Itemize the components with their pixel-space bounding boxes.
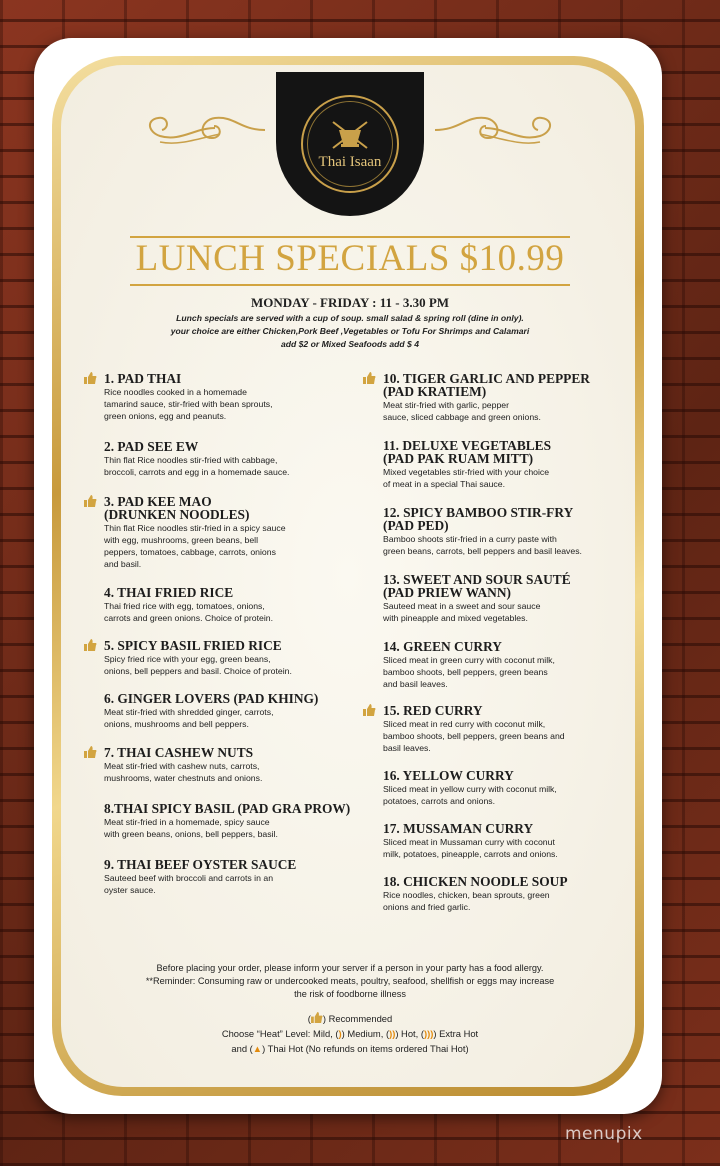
menu-item-name: 18. CHICKEN NOODLE SOUP (383, 874, 568, 889)
menu-item-name: 14. GREEN CURRY (383, 639, 502, 654)
menu-item-description: Sliced meat in Mussaman curry with coconut milk, potatoes, pineapple, carrots and onions. (383, 837, 558, 859)
menu-item-description: Spicy fried rice with your egg, green beans, onions, bell peppers and basil. Choice of protein. (104, 654, 292, 676)
menu-item (104, 639, 354, 677)
page-title: LUNCH SPECIALS $10.99 (135, 238, 565, 279)
allergy-notice (104, 962, 596, 1001)
recommended-thumbs-up-icon (363, 704, 376, 716)
intro-line: your choice are either Chicken,Pork Beef ,Vegetables or Tofu For Shrimps and Calamari (170, 326, 530, 336)
menu-item-name: 10. TIGER GARLIC AND PEPPER (PAD KRATIEM) (383, 371, 590, 399)
menu-item-description: Meat stir-fried with shredded ginger, carrots, onions, mushrooms and bell peppers. (104, 707, 274, 729)
menu-item (104, 692, 354, 730)
right-flourish-icon (430, 108, 560, 148)
menu-item-name: 7. THAI CASHEW NUTS (104, 745, 254, 760)
menu-item-description: Mixed vegetables stir-fried with your choice of meat in a special Thai sauce. (383, 467, 550, 489)
menu-item-name: 8.THAI SPICY BASIL (PAD GRA PROW) (104, 801, 351, 816)
menu-item-description: Thin flat Rice noodles stir-fried in a spicy sauce with egg, mushrooms, green beans, bell peppers, tomatoes, cabbage, carrots, onions and basil. (104, 523, 286, 569)
heat-legend (104, 1011, 596, 1056)
recommended-thumbs-up-icon (363, 372, 376, 384)
menu-item-description: Thin flat Rice noodles stir-fried with cabbage, broccoli, carrots and egg in a homemade sauce. (104, 455, 290, 477)
thumbs-up-icon (311, 1012, 323, 1023)
allergy-line: Before placing your order, please inform your server if a person in your party has a food allergy. (156, 963, 544, 973)
menu-item (383, 439, 605, 490)
logo-name: Thai Isaan (318, 153, 382, 170)
menu-item-description: Sauteed meat in a sweet and sour sauce with pineapple and mixed vegetables. (383, 601, 541, 623)
menu-item-description: Meat stir-fried with garlic, pepper sauce, sliced cabbage and green onions. (383, 400, 541, 422)
menu-item (383, 822, 605, 860)
intro-line: Lunch specials are served with a cup of soup. small salad & spring roll (dine in only). (176, 313, 524, 323)
menu-item-description: Bamboo shoots stir-fried in a curry paste with green beans, carrots, bell peppers and basil leaves. (383, 534, 582, 556)
menu-item-name: 13. SWEET AND SOUR SAUTÉ (PAD PRIEW WANN) (383, 572, 571, 600)
menu-item-name: 16. YELLOW CURRY (383, 768, 514, 783)
menu-item (383, 573, 605, 624)
menu-item (104, 746, 354, 784)
legend-heat-levels: Choose “Heat” Level: Mild, ()) Medium, ())) Hot, ()))) Extra Hot (221, 1028, 479, 1039)
recommended-thumbs-up-icon (84, 372, 97, 384)
legend-thai-hot: and (▲) Thai Hot (No refunds on items ordered Thai Hot) (231, 1043, 469, 1054)
watermark: menupix (565, 1124, 643, 1144)
menu-item (104, 495, 354, 570)
menu-item-name: 9. THAI BEEF OYSTER SAUCE (104, 857, 297, 872)
logo-badge (276, 72, 424, 216)
menu-item (383, 769, 605, 807)
mild-chili-icon: ) (338, 1028, 342, 1039)
allergy-line: the risk of foodborne illness (294, 989, 406, 999)
menu-item-name: 17. MUSSAMAN CURRY (383, 821, 534, 836)
title-rule-bottom (130, 284, 570, 286)
menu-item (104, 586, 354, 624)
menu-item (383, 704, 605, 754)
menu-item-description: Sliced meat in green curry with coconut milk, bamboo shoots, bell peppers, green beans and basil leaves. (383, 655, 555, 689)
menu-item-description: Meat stir-fried with cashew nuts, carrots, mushrooms, water chestnuts and onions. (104, 761, 263, 783)
recommended-thumbs-up-icon (84, 495, 97, 507)
menu-item-description: Meat stir-fried in a homemade, spicy sauce with green beans, onions, bell peppers, basil. (104, 817, 278, 839)
menu-item-name: 5. SPICY BASIL FRIED RICE (104, 638, 282, 653)
allergy-line: **Reminder: Consuming raw or undercooked meats, poultry, seafood, shellfish or eggs may increase (145, 976, 555, 986)
hot-chili-icon: ))) (423, 1028, 434, 1039)
lunch-intro (140, 312, 560, 351)
logo-ring (301, 95, 399, 193)
menu-item-description: Sauteed beef with broccoli and carrots in an oyster sauce. (104, 873, 274, 895)
menu-item-description: Thai fried rice with egg, tomatoes, onions, carrots and green onions. Choice of protein. (104, 601, 274, 623)
menu-item-name: 1. PAD THAI (104, 371, 182, 386)
menu-item (383, 640, 605, 690)
legend-recommended: ( ) Recommended (307, 1013, 393, 1024)
menu-item-name: 11. DELUXE VEGETABLES (PAD PAK RUAM MITT) (383, 438, 552, 466)
menu-item-description: Rice noodles cooked in a homemade tamarind sauce, stir-fried with bean sprouts, green onions, egg and peanuts. (104, 387, 273, 421)
menu-item (104, 372, 354, 422)
menu-item-name: 4. THAI FRIED RICE (104, 585, 234, 600)
recommended-thumbs-up-icon (84, 746, 97, 758)
menu-column-right (383, 372, 605, 913)
lunch-hours: MONDAY - FRIDAY : 11 - 3.30 PM (250, 295, 450, 310)
menu-column-left (104, 372, 354, 896)
menu-item-name: 2. PAD SEE EW (104, 439, 199, 454)
menu-item-description: Sliced meat in red curry with coconut milk, bamboo shoots, bell peppers, green beans and basil leaves. (383, 719, 565, 753)
menu-item (104, 802, 354, 840)
menu-item (104, 858, 354, 896)
menu-item (383, 372, 605, 423)
menu-item-name: 15. RED CURRY (383, 703, 483, 718)
menu-item (383, 506, 605, 557)
left-flourish-icon (140, 108, 270, 148)
menu-item (104, 440, 354, 478)
menu-item-description: Rice noodles, chicken, bean sprouts, green onions and fried garlic. (383, 890, 550, 912)
recommended-thumbs-up-icon (84, 639, 97, 651)
flame-icon: ▲ (252, 1043, 263, 1054)
menu-item (383, 875, 605, 913)
menu-item-description: Sliced meat in yellow curry with coconut milk, potatoes, carrots and onions. (383, 784, 557, 806)
intro-line: add $2 or Mixed Seafoods add $ 4 (280, 339, 420, 349)
menu-item-name: 12. SPICY BAMBOO STIR-FRY (PAD PED) (383, 505, 574, 533)
menu-item-name: 3. PAD KEE MAO (DRUNKEN NOODLES) (104, 494, 250, 522)
medium-chili-icon: )) (389, 1028, 396, 1039)
menu-item-name: 6. GINGER LOVERS (PAD KHING) (104, 691, 319, 706)
